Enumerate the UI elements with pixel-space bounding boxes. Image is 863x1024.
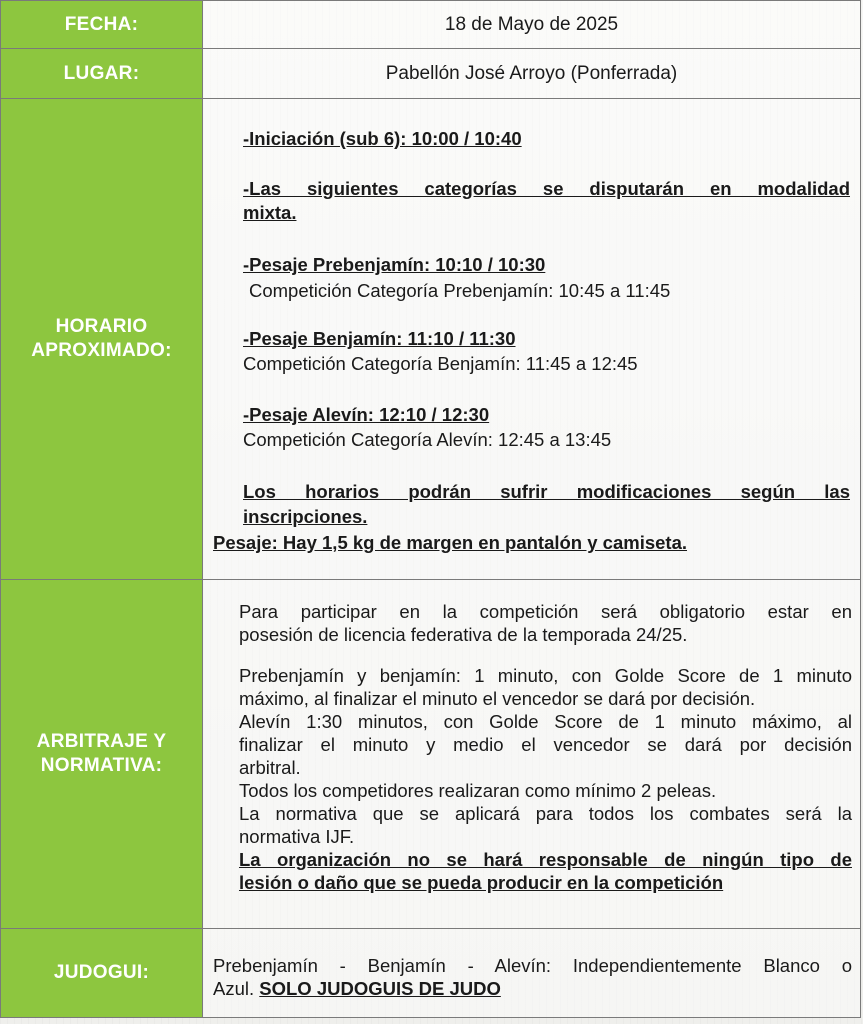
row-horario [1,99,861,580]
pesaje-margen: Pesaje: Hay 1,5 kg de margen en pantalón y camiseta. [213,532,688,553]
arbitraje-label-line1: ARBITRAJE Y [36,731,167,752]
arbitraje-value [203,580,861,929]
fecha-label: FECHA: [1,1,203,49]
legal-disclaimer-line2-wrap [239,871,852,894]
mixta-note-line2: mixta. [243,202,297,223]
competicion-prebenjamin: Competición Categoría Prebenjamín: 10:45 a 11:45 [249,280,671,301]
prebenjamin-rule-line2: máximo, al finalizar el minuto el vencedor se dará por decisión. [239,688,756,709]
rules-paragraph [239,664,852,894]
lugar-label: LUGAR: [1,49,203,99]
mixta-note-line1: -Las siguientes categorías se disputarán en modalidad [243,178,850,199]
lugar-value: Pabellón José Arroyo (Ponferrada) [203,49,861,99]
horario-label-line2: APROXIMADO: [31,340,172,361]
row-fecha [1,1,861,49]
judogui-line2-prefix: Azul. [213,978,260,999]
fecha-value: 18 de Mayo de 2025 [203,1,861,49]
pesaje-alevin: -Pesaje Alevín: 12:10 / 12:30 [243,404,490,425]
horario-label-line1: HORARIO [55,316,148,337]
legal-disclaimer-line1: La organización no se hará responsable de ningún tipo de [239,849,852,870]
iniciacion-schedule: -Iniciación (sub 6): 10:00 / 10:40 [243,128,522,149]
peleas-rule: Todos los competidores realizaran como mínimo 2 peleas. [239,780,717,801]
licencia-line2: posesión de licencia federativa de la temporada 24/25. [239,624,688,645]
aviso-horarios-line1: Los horarios podrán sufrir modificaciones según las [243,481,850,502]
judogui-only-judo: SOLO JUDOGUIS DE JUDO [259,978,501,999]
competicion-benjamin: Competición Categoría Benjamín: 11:45 a 12:45 [243,353,638,374]
normativa-line2: normativa IJF. [239,826,355,847]
aviso-horarios-line2: inscripciones. [243,506,368,527]
arbitraje-label [1,580,203,929]
row-lugar [1,49,861,99]
legal-disclaimer-line2: lesión o daño que se pueda producir en la competición [239,872,724,893]
horario-value [203,99,861,580]
pesaje-benjamin: -Pesaje Benjamín: 11:10 / 11:30 [243,328,516,349]
row-judogui [1,929,861,1018]
alevin-rule-line3: arbitral. [239,757,301,778]
horario-label [1,99,203,580]
alevin-rule-line2: finalizar el minuto y medio el vencedor se dará por decisión [239,734,852,755]
arbitraje-label-line2: NORMATIVA: [40,755,163,776]
judogui-line1: Prebenjamín - Benjamín - Alevín: Independientemente Blanco o [213,955,852,976]
licencia-paragraph [239,600,852,646]
licencia-line1: Para participar en la competición será obligatorio estar en [239,601,852,622]
prebenjamin-rule-line1: Prebenjamín y benjamín: 1 minuto, con Golde Score de 1 minuto [239,665,852,686]
judogui-label: JUDOGUI: [1,929,203,1018]
pesaje-prebenjamin: -Pesaje Prebenjamín: 10:10 / 10:30 [243,254,546,275]
alevin-rule-line1: Alevín 1:30 minutos, con Golde Score de 1 minuto máximo, al [239,711,852,732]
judogui-value [203,929,861,1018]
normativa-line1: La normativa que se aplicará para todos los combates será la [239,803,852,824]
competicion-alevin: Competición Categoría Alevín: 12:45 a 13:45 [243,429,612,450]
row-arbitraje [1,580,861,929]
